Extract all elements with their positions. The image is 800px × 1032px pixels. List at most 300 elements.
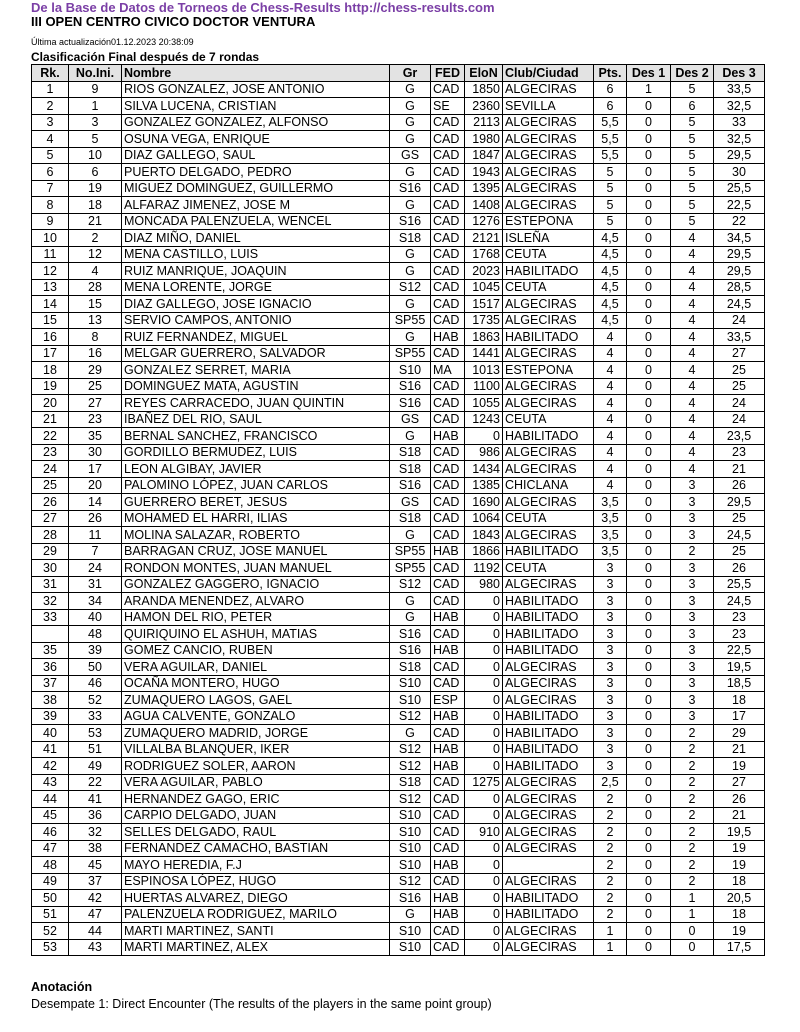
cell-tiebreak-2: 3	[671, 642, 714, 659]
cell-tiebreak-3: 23	[714, 444, 765, 461]
cell-federation: HAB	[431, 642, 465, 659]
cell-tiebreak-2: 3	[671, 593, 714, 610]
table-row	[32, 213, 765, 230]
cell-elo: 0	[465, 807, 503, 824]
cell-federation: CAD	[431, 180, 465, 197]
cell-federation: CAD	[431, 807, 465, 824]
cell-club: HABILITADO	[503, 758, 594, 775]
cell-tiebreak-3: 30	[714, 164, 765, 181]
cell-club: ALGECIRAS	[503, 395, 594, 412]
cell-rank: 41	[32, 741, 69, 758]
cell-start-number: 34	[69, 593, 122, 610]
cell-group: G	[390, 263, 431, 280]
cell-federation: CAD	[431, 461, 465, 478]
cell-tiebreak-1: 0	[627, 378, 671, 395]
cell-tiebreak-2: 4	[671, 411, 714, 428]
cell-federation: HAB	[431, 329, 465, 346]
cell-start-number: 13	[69, 312, 122, 329]
cell-name: VILLALBA BLANQUER, IKER	[122, 741, 390, 758]
cell-tiebreak-2: 3	[671, 527, 714, 544]
cell-tiebreak-3: 19	[714, 857, 765, 874]
cell-tiebreak-1: 0	[627, 147, 671, 164]
cell-tiebreak-3: 29,5	[714, 494, 765, 511]
cell-group: S18	[390, 444, 431, 461]
cell-tiebreak-1: 0	[627, 543, 671, 560]
cell-tiebreak-1: 0	[627, 213, 671, 230]
cell-group: S10	[390, 362, 431, 379]
cell-tiebreak-1: 0	[627, 873, 671, 890]
cell-tiebreak-2: 3	[671, 659, 714, 676]
cell-start-number: 38	[69, 840, 122, 857]
cell-rank: 13	[32, 279, 69, 296]
cell-tiebreak-3: 23,5	[714, 428, 765, 445]
col-header-start-number: No.Ini.	[69, 65, 122, 82]
cell-club: ALGECIRAS	[503, 345, 594, 362]
cell-name: GOMEZ CANCIO, RUBEN	[122, 642, 390, 659]
cell-start-number: 48	[69, 626, 122, 643]
cell-tiebreak-2: 4	[671, 444, 714, 461]
cell-club: ALGECIRAS	[503, 791, 594, 808]
cell-name: GONZALEZ GAGGERO, IGNACIO	[122, 576, 390, 593]
cell-federation: HAB	[431, 906, 465, 923]
table-row	[32, 923, 765, 940]
cell-club: ALGECIRAS	[503, 312, 594, 329]
cell-tiebreak-3: 18	[714, 906, 765, 923]
cell-federation: SE	[431, 98, 465, 115]
col-header-group: Gr	[390, 65, 431, 82]
cell-name: MONCADA PALENZUELA, WENCEL	[122, 213, 390, 230]
cell-start-number: 49	[69, 758, 122, 775]
cell-federation: CAD	[431, 444, 465, 461]
cell-name: DIAZ GALLEGO, SAUL	[122, 147, 390, 164]
cell-points: 3	[594, 692, 627, 709]
cell-tiebreak-3: 19,5	[714, 659, 765, 676]
col-header-name: Nombre	[122, 65, 390, 82]
col-header-points: Pts.	[594, 65, 627, 82]
cell-club: ALGECIRAS	[503, 296, 594, 313]
cell-name: MOLINA SALAZAR, ROBERTO	[122, 527, 390, 544]
cell-start-number: 8	[69, 329, 122, 346]
cell-start-number: 50	[69, 659, 122, 676]
cell-group: G	[390, 81, 431, 98]
cell-rank: 8	[32, 197, 69, 214]
cell-name: HERNANDEZ GAGO, ERIC	[122, 791, 390, 808]
col-header-elo: EloN	[465, 65, 503, 82]
cell-group: S16	[390, 890, 431, 907]
cell-club: CEUTA	[503, 279, 594, 296]
cell-group: G	[390, 246, 431, 263]
cell-group: S18	[390, 510, 431, 527]
cell-tiebreak-2: 2	[671, 873, 714, 890]
cell-points: 4	[594, 395, 627, 412]
cell-start-number: 40	[69, 609, 122, 626]
cell-start-number: 16	[69, 345, 122, 362]
cell-points: 2,5	[594, 774, 627, 791]
cell-elo: 1064	[465, 510, 503, 527]
cell-rank: 51	[32, 906, 69, 923]
cell-tiebreak-3: 28,5	[714, 279, 765, 296]
cell-tiebreak-3: 26	[714, 477, 765, 494]
cell-group: S12	[390, 279, 431, 296]
cell-rank: 9	[32, 213, 69, 230]
cell-tiebreak-1: 0	[627, 395, 671, 412]
cell-tiebreak-2: 2	[671, 741, 714, 758]
cell-tiebreak-2: 2	[671, 543, 714, 560]
cell-tiebreak-2: 5	[671, 180, 714, 197]
cell-points: 5	[594, 180, 627, 197]
table-row	[32, 659, 765, 676]
cell-tiebreak-2: 5	[671, 131, 714, 148]
cell-tiebreak-3: 19	[714, 923, 765, 940]
cell-club: ALGECIRAS	[503, 576, 594, 593]
cell-start-number: 52	[69, 692, 122, 709]
cell-tiebreak-2: 3	[671, 494, 714, 511]
cell-points: 3	[594, 576, 627, 593]
cell-elo: 1408	[465, 197, 503, 214]
cell-federation: CAD	[431, 263, 465, 280]
cell-tiebreak-2: 3	[671, 560, 714, 577]
table-row	[32, 230, 765, 247]
cell-start-number: 17	[69, 461, 122, 478]
table-row	[32, 147, 765, 164]
cell-points: 3	[594, 741, 627, 758]
standings-table	[31, 64, 765, 956]
cell-rank: 35	[32, 642, 69, 659]
cell-elo: 0	[465, 692, 503, 709]
cell-tiebreak-2: 0	[671, 939, 714, 956]
cell-rank: 39	[32, 708, 69, 725]
cell-points: 3	[594, 642, 627, 659]
cell-tiebreak-1: 0	[627, 428, 671, 445]
cell-name: REYES CARRACEDO, JUAN QUINTIN	[122, 395, 390, 412]
cell-rank: 53	[32, 939, 69, 956]
cell-club: ISLEÑA	[503, 230, 594, 247]
cell-tiebreak-1: 1	[627, 81, 671, 98]
cell-points: 4,5	[594, 279, 627, 296]
table-row	[32, 576, 765, 593]
cell-name: MOHAMED EL HARRI, ILIAS	[122, 510, 390, 527]
cell-tiebreak-2: 3	[671, 510, 714, 527]
cell-elo: 0	[465, 626, 503, 643]
cell-start-number: 21	[69, 213, 122, 230]
table-row	[32, 593, 765, 610]
cell-elo: 0	[465, 609, 503, 626]
table-row	[32, 758, 765, 775]
cell-elo: 1866	[465, 543, 503, 560]
cell-tiebreak-2: 5	[671, 81, 714, 98]
cell-tiebreak-1: 0	[627, 246, 671, 263]
cell-points: 1	[594, 923, 627, 940]
table-row	[32, 477, 765, 494]
cell-group: S12	[390, 708, 431, 725]
cell-tiebreak-1: 0	[627, 890, 671, 907]
cell-federation: CAD	[431, 279, 465, 296]
cell-points: 4	[594, 329, 627, 346]
cell-elo: 1843	[465, 527, 503, 544]
cell-rank: 52	[32, 923, 69, 940]
cell-rank: 43	[32, 774, 69, 791]
cell-club: ALGECIRAS	[503, 378, 594, 395]
cell-rank: 20	[32, 395, 69, 412]
cell-name: PALENZUELA RODRIGUEZ, MARILO	[122, 906, 390, 923]
cell-tiebreak-3: 29	[714, 725, 765, 742]
cell-points: 3,5	[594, 510, 627, 527]
cell-name: RUIZ MANRIQUE, JOAQUIN	[122, 263, 390, 280]
cell-club: HABILITADO	[503, 543, 594, 560]
cell-elo: 1690	[465, 494, 503, 511]
cell-points: 3	[594, 659, 627, 676]
cell-points: 4	[594, 378, 627, 395]
cell-tiebreak-3: 29,5	[714, 246, 765, 263]
cell-rank: 4	[32, 131, 69, 148]
table-row	[32, 626, 765, 643]
cell-tiebreak-2: 4	[671, 263, 714, 280]
cell-start-number: 15	[69, 296, 122, 313]
cell-name: MAYO HEREDIA, F.J	[122, 857, 390, 874]
cell-group: S12	[390, 741, 431, 758]
cell-federation: CAD	[431, 675, 465, 692]
cell-tiebreak-3: 25	[714, 378, 765, 395]
cell-points: 4	[594, 345, 627, 362]
cell-start-number: 3	[69, 114, 122, 131]
cell-tiebreak-2: 5	[671, 213, 714, 230]
cell-tiebreak-3: 34,5	[714, 230, 765, 247]
cell-tiebreak-1: 0	[627, 494, 671, 511]
cell-points: 5,5	[594, 131, 627, 148]
cell-federation: HAB	[431, 758, 465, 775]
cell-name: DOMINGUEZ MATA, AGUSTIN	[122, 378, 390, 395]
cell-points: 3	[594, 560, 627, 577]
cell-tiebreak-2: 2	[671, 791, 714, 808]
cell-group: S10	[390, 840, 431, 857]
cell-rank: 3	[32, 114, 69, 131]
cell-tiebreak-1: 0	[627, 329, 671, 346]
cell-group: S10	[390, 675, 431, 692]
cell-tiebreak-1: 0	[627, 296, 671, 313]
cell-rank: 2	[32, 98, 69, 115]
cell-federation: MA	[431, 362, 465, 379]
cell-federation: CAD	[431, 576, 465, 593]
cell-tiebreak-1: 0	[627, 527, 671, 544]
cell-tiebreak-1: 0	[627, 725, 671, 742]
cell-tiebreak-3: 23	[714, 609, 765, 626]
table-row	[32, 461, 765, 478]
cell-elo: 1385	[465, 477, 503, 494]
table-row	[32, 906, 765, 923]
cell-elo: 0	[465, 708, 503, 725]
cell-name: QUIRIQUINO EL ASHUH, MATIAS	[122, 626, 390, 643]
cell-federation: HAB	[431, 890, 465, 907]
cell-points: 3	[594, 626, 627, 643]
cell-rank: 50	[32, 890, 69, 907]
cell-elo: 1441	[465, 345, 503, 362]
cell-elo: 1517	[465, 296, 503, 313]
cell-tiebreak-2: 6	[671, 98, 714, 115]
cell-group: G	[390, 593, 431, 610]
source-link[interactable]: De la Base de Datos de Torneos de Chess-Results http://chess-results.com	[31, 0, 495, 15]
cell-name: RUIZ FERNANDEZ, MIGUEL	[122, 329, 390, 346]
cell-elo: 1243	[465, 411, 503, 428]
cell-club: ALGECIRAS	[503, 197, 594, 214]
cell-tiebreak-1: 0	[627, 824, 671, 841]
cell-start-number: 42	[69, 890, 122, 907]
cell-tiebreak-3: 19	[714, 840, 765, 857]
cell-group: G	[390, 197, 431, 214]
cell-group: S16	[390, 213, 431, 230]
cell-tiebreak-1: 0	[627, 659, 671, 676]
cell-name: MENA LORENTE, JORGE	[122, 279, 390, 296]
cell-tiebreak-3: 33	[714, 114, 765, 131]
cell-club: CEUTA	[503, 411, 594, 428]
cell-points: 2	[594, 890, 627, 907]
cell-group: G	[390, 428, 431, 445]
cell-tiebreak-1: 0	[627, 807, 671, 824]
cell-elo: 1768	[465, 246, 503, 263]
cell-federation: CAD	[431, 494, 465, 511]
table-row	[32, 840, 765, 857]
cell-tiebreak-1: 0	[627, 345, 671, 362]
cell-group: G	[390, 906, 431, 923]
cell-federation: HAB	[431, 543, 465, 560]
cell-federation: CAD	[431, 725, 465, 742]
cell-elo: 0	[465, 923, 503, 940]
cell-rank: 1	[32, 81, 69, 98]
cell-club: CEUTA	[503, 560, 594, 577]
cell-tiebreak-2: 0	[671, 923, 714, 940]
cell-tiebreak-1: 0	[627, 461, 671, 478]
cell-start-number: 27	[69, 395, 122, 412]
cell-rank: 40	[32, 725, 69, 742]
cell-elo: 0	[465, 758, 503, 775]
cell-tiebreak-3: 33,5	[714, 81, 765, 98]
table-row	[32, 692, 765, 709]
cell-federation: CAD	[431, 939, 465, 956]
table-row	[32, 180, 765, 197]
cell-start-number: 18	[69, 197, 122, 214]
table-row	[32, 428, 765, 445]
cell-tiebreak-3: 25,5	[714, 576, 765, 593]
cell-tiebreak-1: 0	[627, 642, 671, 659]
cell-federation: CAD	[431, 560, 465, 577]
cell-club: HABILITADO	[503, 609, 594, 626]
table-row	[32, 395, 765, 412]
cell-points: 3,5	[594, 527, 627, 544]
cell-tiebreak-3: 19	[714, 758, 765, 775]
cell-group: S16	[390, 395, 431, 412]
cell-group: GS	[390, 411, 431, 428]
cell-rank: 12	[32, 263, 69, 280]
cell-rank: 10	[32, 230, 69, 247]
cell-rank: 36	[32, 659, 69, 676]
cell-tiebreak-2: 4	[671, 362, 714, 379]
cell-federation: CAD	[431, 296, 465, 313]
cell-tiebreak-1: 0	[627, 593, 671, 610]
cell-rank: 6	[32, 164, 69, 181]
cell-name: BARRAGAN CRUZ, JOSE MANUEL	[122, 543, 390, 560]
cell-tiebreak-2: 4	[671, 461, 714, 478]
cell-rank: 15	[32, 312, 69, 329]
cell-rank: 45	[32, 807, 69, 824]
cell-tiebreak-3: 22,5	[714, 197, 765, 214]
cell-tiebreak-3: 25	[714, 543, 765, 560]
cell-elo: 0	[465, 857, 503, 874]
cell-group: G	[390, 609, 431, 626]
cell-start-number: 11	[69, 527, 122, 544]
table-row	[32, 246, 765, 263]
annotation-title: Anotación	[31, 980, 93, 994]
cell-group: SP55	[390, 312, 431, 329]
cell-name: MARTI MARTINEZ, SANTI	[122, 923, 390, 940]
cell-group: S12	[390, 576, 431, 593]
col-header-federation: FED	[431, 65, 465, 82]
cell-rank: 46	[32, 824, 69, 841]
cell-club: ALGECIRAS	[503, 873, 594, 890]
cell-federation: CAD	[431, 312, 465, 329]
cell-points: 3	[594, 609, 627, 626]
cell-rank: 7	[32, 180, 69, 197]
cell-group: G	[390, 329, 431, 346]
table-row	[32, 263, 765, 280]
cell-name: DIAZ GALLEGO, JOSE IGNACIO	[122, 296, 390, 313]
cell-points: 5,5	[594, 114, 627, 131]
cell-federation: CAD	[431, 131, 465, 148]
cell-elo: 1863	[465, 329, 503, 346]
cell-elo: 1980	[465, 131, 503, 148]
cell-start-number: 45	[69, 857, 122, 874]
cell-tiebreak-3: 24,5	[714, 296, 765, 313]
cell-club: ALGECIRAS	[503, 131, 594, 148]
cell-start-number: 53	[69, 725, 122, 742]
cell-federation: CAD	[431, 873, 465, 890]
cell-tiebreak-1: 0	[627, 114, 671, 131]
cell-rank: 47	[32, 840, 69, 857]
cell-group: S12	[390, 873, 431, 890]
cell-tiebreak-3: 21	[714, 741, 765, 758]
cell-tiebreak-1: 0	[627, 791, 671, 808]
cell-tiebreak-1: 0	[627, 510, 671, 527]
cell-club: HABILITADO	[503, 626, 594, 643]
cell-club: ALGECIRAS	[503, 494, 594, 511]
cell-group: S18	[390, 774, 431, 791]
cell-start-number: 33	[69, 708, 122, 725]
cell-federation: CAD	[431, 197, 465, 214]
classification-title: Clasificación Final después de 7 rondas	[31, 50, 260, 64]
cell-start-number: 51	[69, 741, 122, 758]
col-header-rank: Rk.	[32, 65, 69, 82]
cell-club: ALGECIRAS	[503, 659, 594, 676]
cell-federation: CAD	[431, 81, 465, 98]
cell-tiebreak-3: 22,5	[714, 642, 765, 659]
cell-name: OCAÑA MONTERO, HUGO	[122, 675, 390, 692]
table-row	[32, 824, 765, 841]
cell-elo: 980	[465, 576, 503, 593]
cell-tiebreak-1: 0	[627, 939, 671, 956]
cell-tiebreak-2: 2	[671, 824, 714, 841]
cell-name: MELGAR GUERRERO, SALVADOR	[122, 345, 390, 362]
table-row	[32, 807, 765, 824]
cell-tiebreak-1: 0	[627, 263, 671, 280]
cell-elo: 2121	[465, 230, 503, 247]
cell-points: 6	[594, 98, 627, 115]
cell-start-number: 41	[69, 791, 122, 808]
cell-name: AGUA CALVENTE, GONZALO	[122, 708, 390, 725]
cell-elo: 0	[465, 840, 503, 857]
cell-tiebreak-2: 4	[671, 329, 714, 346]
cell-tiebreak-1: 0	[627, 197, 671, 214]
cell-name: HAMON DEL RIO, PETER	[122, 609, 390, 626]
cell-start-number: 4	[69, 263, 122, 280]
cell-tiebreak-1: 0	[627, 98, 671, 115]
